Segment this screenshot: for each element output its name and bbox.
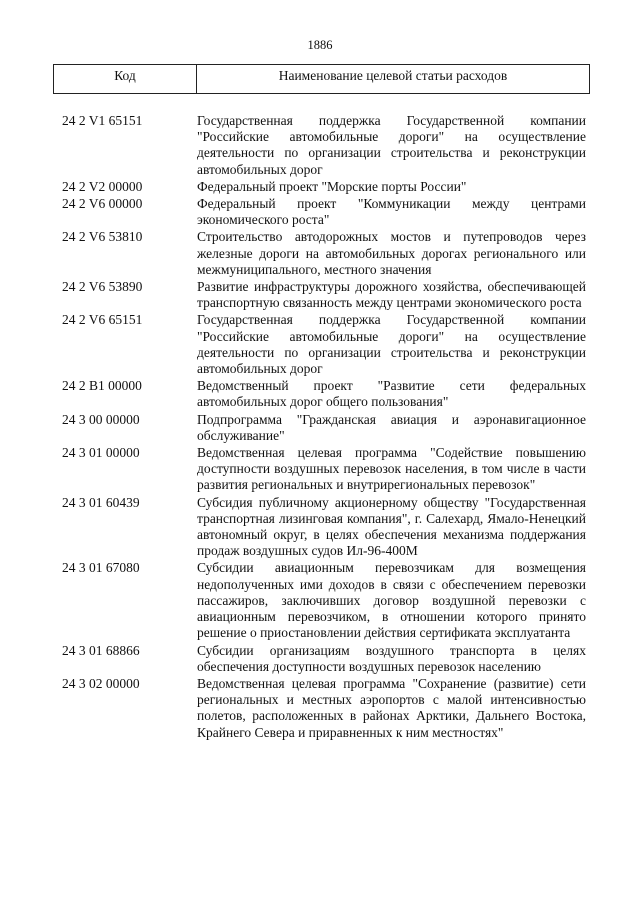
table-row	[0, 495, 640, 560]
row-code: 24 2 V6 00000	[62, 196, 143, 212]
table-row	[0, 643, 640, 675]
header-code: Код	[54, 65, 197, 93]
row-name: Федеральный проект "Морские порты России"	[197, 178, 467, 194]
header-name: Наименование целевой статьи расходов	[278, 68, 508, 83]
table-row	[0, 445, 640, 494]
row-code: 24 2 B1 00000	[62, 378, 142, 394]
row-name: Субсидии организациям воздушного транспорта в целях обеспечения доступности воздушных перевозок населению	[197, 642, 586, 674]
table-header	[53, 64, 590, 94]
row-name: Ведомственная целевая программа "Содействие повышению доступности воздушных перевозок населения, в том числе в части развития региональных и внутрирегиональных перевозок"	[197, 445, 586, 493]
row-code: 24 3 01 67080	[62, 560, 140, 576]
row-code: 24 2 V2 00000	[62, 178, 143, 194]
row-name: Федеральный проект "Коммуникации между центрами экономического роста"	[197, 196, 586, 228]
row-code: 24 3 02 00000	[62, 675, 140, 691]
table-row	[0, 113, 640, 178]
row-name: Ведомственная целевая программа "Сохранение (развитие) сети региональных и местных аэропортов с малой интенсивностью полетов, расположенных в районах Арктики, Дальнего Востока, Крайнего Севера и приравненных к ним местностях"	[197, 675, 586, 740]
row-code: 24 3 01 00000	[62, 445, 140, 461]
table-row	[0, 179, 640, 195]
row-name: Субсидии авиационным перевозчикам для возмещения недополученных ими доходов в связи с обеспечением перевозки пассажиров, заключивших договор воздушной перевозки с авиационным перевозчиком, в отношении которого принято решение о приостановлении действия сертификата эксплуатанта	[197, 560, 586, 641]
table-row	[0, 560, 640, 641]
row-name: Субсидия публичному акционерному обществу "Государственная транспортная лизинговая компания", г. Салехард, Ямало-Ненецкий автономный округ, в целях обеспечения механизма поддержания продаж воздушных судов Ил-96-400М	[197, 494, 586, 559]
table-row	[0, 676, 640, 741]
table-row	[0, 412, 640, 444]
table-row	[0, 196, 640, 228]
row-name: Государственная поддержка Государственной компании "Российские автомобильные дороги" на осуществление деятельности по организации строительства и реконструкции автомобильных дорог	[197, 113, 586, 177]
table-row	[0, 378, 640, 410]
row-code: 24 3 00 00000	[62, 411, 140, 427]
row-name: Ведомственный проект "Развитие сети федеральных автомобильных дорог общего пользования"	[197, 378, 586, 410]
table-row	[0, 229, 640, 278]
row-code: 24 2 V6 65151	[62, 312, 143, 328]
row-code: 24 2 V6 53810	[62, 229, 143, 245]
table-row	[0, 312, 640, 377]
row-name: Государственная поддержка Государственной компании "Российские автомобильные дороги" на осуществление деятельности по организации строительства и реконструкции автомобильных дорог	[197, 312, 586, 377]
page-number: 1886	[307, 38, 333, 52]
row-name: Подпрограмма "Гражданская авиация и аэронавигационное обслуживание"	[197, 411, 586, 443]
row-code: 24 3 01 68866	[62, 642, 140, 658]
table-body	[0, 113, 640, 742]
row-name: Строительство автодорожных мостов и путепроводов через железные дороги на автомобильных дорогах регионального или межмуниципального, местного значения	[197, 229, 586, 277]
row-code: 24 3 01 60439	[62, 494, 140, 510]
row-name: Развитие инфраструктуры дорожного хозяйства, обеспечивающей транспортную связанность между центрами экономического роста	[197, 279, 586, 311]
table-row	[0, 279, 640, 311]
row-code: 24 2 V6 53890	[62, 279, 143, 295]
row-code: 24 2 V1 65151	[62, 113, 143, 128]
